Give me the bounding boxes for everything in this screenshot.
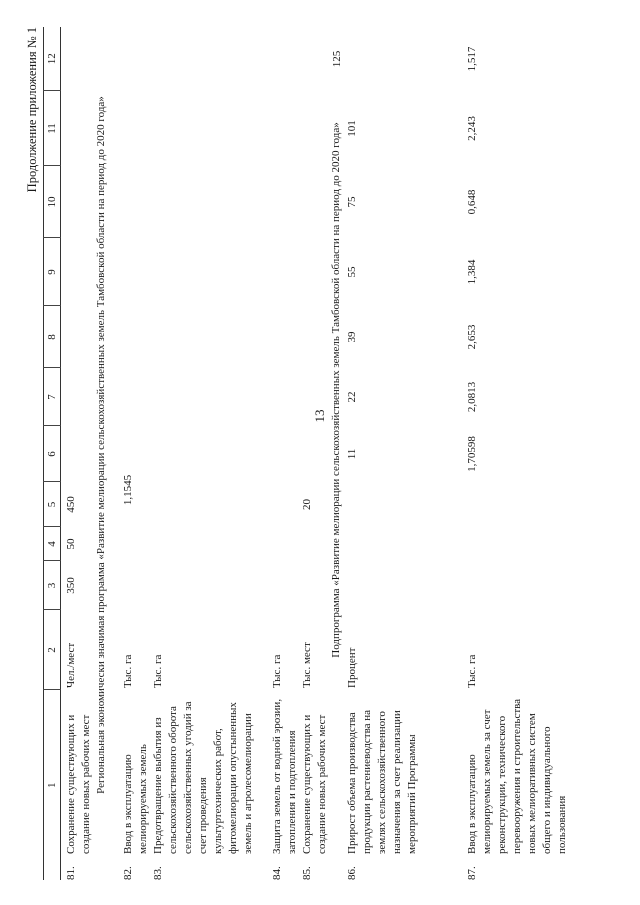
value-col-10: 75 — [346, 196, 358, 208]
column-header: 9 — [44, 238, 61, 306]
indicator-name: Предотвращение выбытия из сельскохозяйственного оборота сельскохозяйственных угодий за счет проведения культуртехнических работ, фитомелиорации опустыненных земель и агролесомелиорации — [152, 701, 254, 854]
value-col-4: 50 — [65, 538, 77, 550]
column-header: 12 — [44, 27, 61, 91]
column-header: 8 — [44, 306, 61, 368]
value-col-7: 2,0813 — [466, 381, 478, 413]
indicator-name: Сохранение существующих и создание новых рабочих мест — [301, 714, 328, 854]
row-number: 86. — [346, 866, 358, 880]
row-number: 84. — [271, 866, 283, 880]
unit: Чел./мест — [65, 642, 77, 688]
column-header: 7 — [44, 368, 61, 426]
column-header: 10 — [44, 166, 61, 238]
indicator-name: Сохранение существующих и создание новых рабочих мест — [65, 714, 92, 854]
column-header: 2 — [44, 610, 61, 690]
value-col-8: 39 — [346, 331, 358, 343]
value-col-5: 450 — [65, 496, 77, 513]
column-header: 4 — [44, 527, 61, 561]
value-col-6: 1,70598 — [466, 436, 478, 472]
unit: Процент — [346, 647, 358, 688]
indicator-name: Ввод в эксплуатацию мелиорируемых земель за счет реконструкции, технического перевооружения и строительства новых мелиоративных систем общего и индивидуального пользования — [466, 698, 568, 854]
continuation-caption: Продолжение приложения № 1 — [25, 27, 39, 193]
indicator-name: Прирост объема производства продукции растениеводства на землях сельскохозяйственного назначения за счет реализации мероприятий Программы — [346, 709, 418, 854]
row-number: 81. — [65, 866, 77, 880]
row-number: 82. — [122, 866, 134, 880]
unit: Тыс. га — [466, 654, 478, 688]
row-number: 87. — [466, 866, 478, 880]
column-number-header — [44, 27, 61, 880]
value-col-9: 55 — [346, 266, 358, 278]
unit: Тыс. га — [152, 654, 164, 688]
value-col-7: 22 — [346, 391, 358, 403]
row-number: 83. — [152, 866, 164, 880]
value-col-9: 1,384 — [466, 259, 478, 285]
value-col-8: 2,653 — [466, 324, 478, 350]
column-header: 11 — [44, 91, 61, 166]
column-header: 1 — [45, 782, 58, 788]
program-title: Региональная экономически значимая программа «Развитие мелиорации сельскохозяйственных земель Тамбовской области на период до 2020 года» — [95, 96, 107, 794]
unit: Тыс. га — [271, 654, 283, 688]
indicator-name: Защита земель от водной эрозии, затопления и подтопления — [271, 698, 298, 854]
column-header: 3 — [44, 561, 61, 610]
value-col-5: 20 — [301, 499, 313, 510]
rotated-page-content — [25, 20, 620, 880]
column-header: 6 — [44, 426, 61, 482]
data-table — [43, 27, 61, 880]
value-col-11: 101 — [346, 120, 358, 137]
indicator-name: Ввод в эксплуатацию мелиорируемых земель — [122, 744, 149, 854]
row-number: 85. — [301, 866, 313, 880]
unit: Тыс. мест — [301, 642, 313, 688]
page-number: 13 — [312, 409, 327, 423]
column-header: 5 — [44, 482, 61, 527]
value-col-6: 11 — [346, 448, 358, 460]
value-col-12: 125 — [331, 50, 343, 68]
value-col-5: 1,1545 — [122, 474, 134, 506]
subprogram-title: Подпрограмма «Развитие мелиорации сельскохозяйственных земель Тамбовской области на период до 2020 года» — [330, 122, 342, 658]
unit: Тыс. га — [122, 654, 134, 688]
value-col-10: 0,648 — [466, 189, 478, 215]
value-col-11: 2,243 — [466, 116, 478, 141]
value-col-3: 350 — [65, 577, 77, 594]
value-col-12: 1,517 — [466, 46, 478, 72]
